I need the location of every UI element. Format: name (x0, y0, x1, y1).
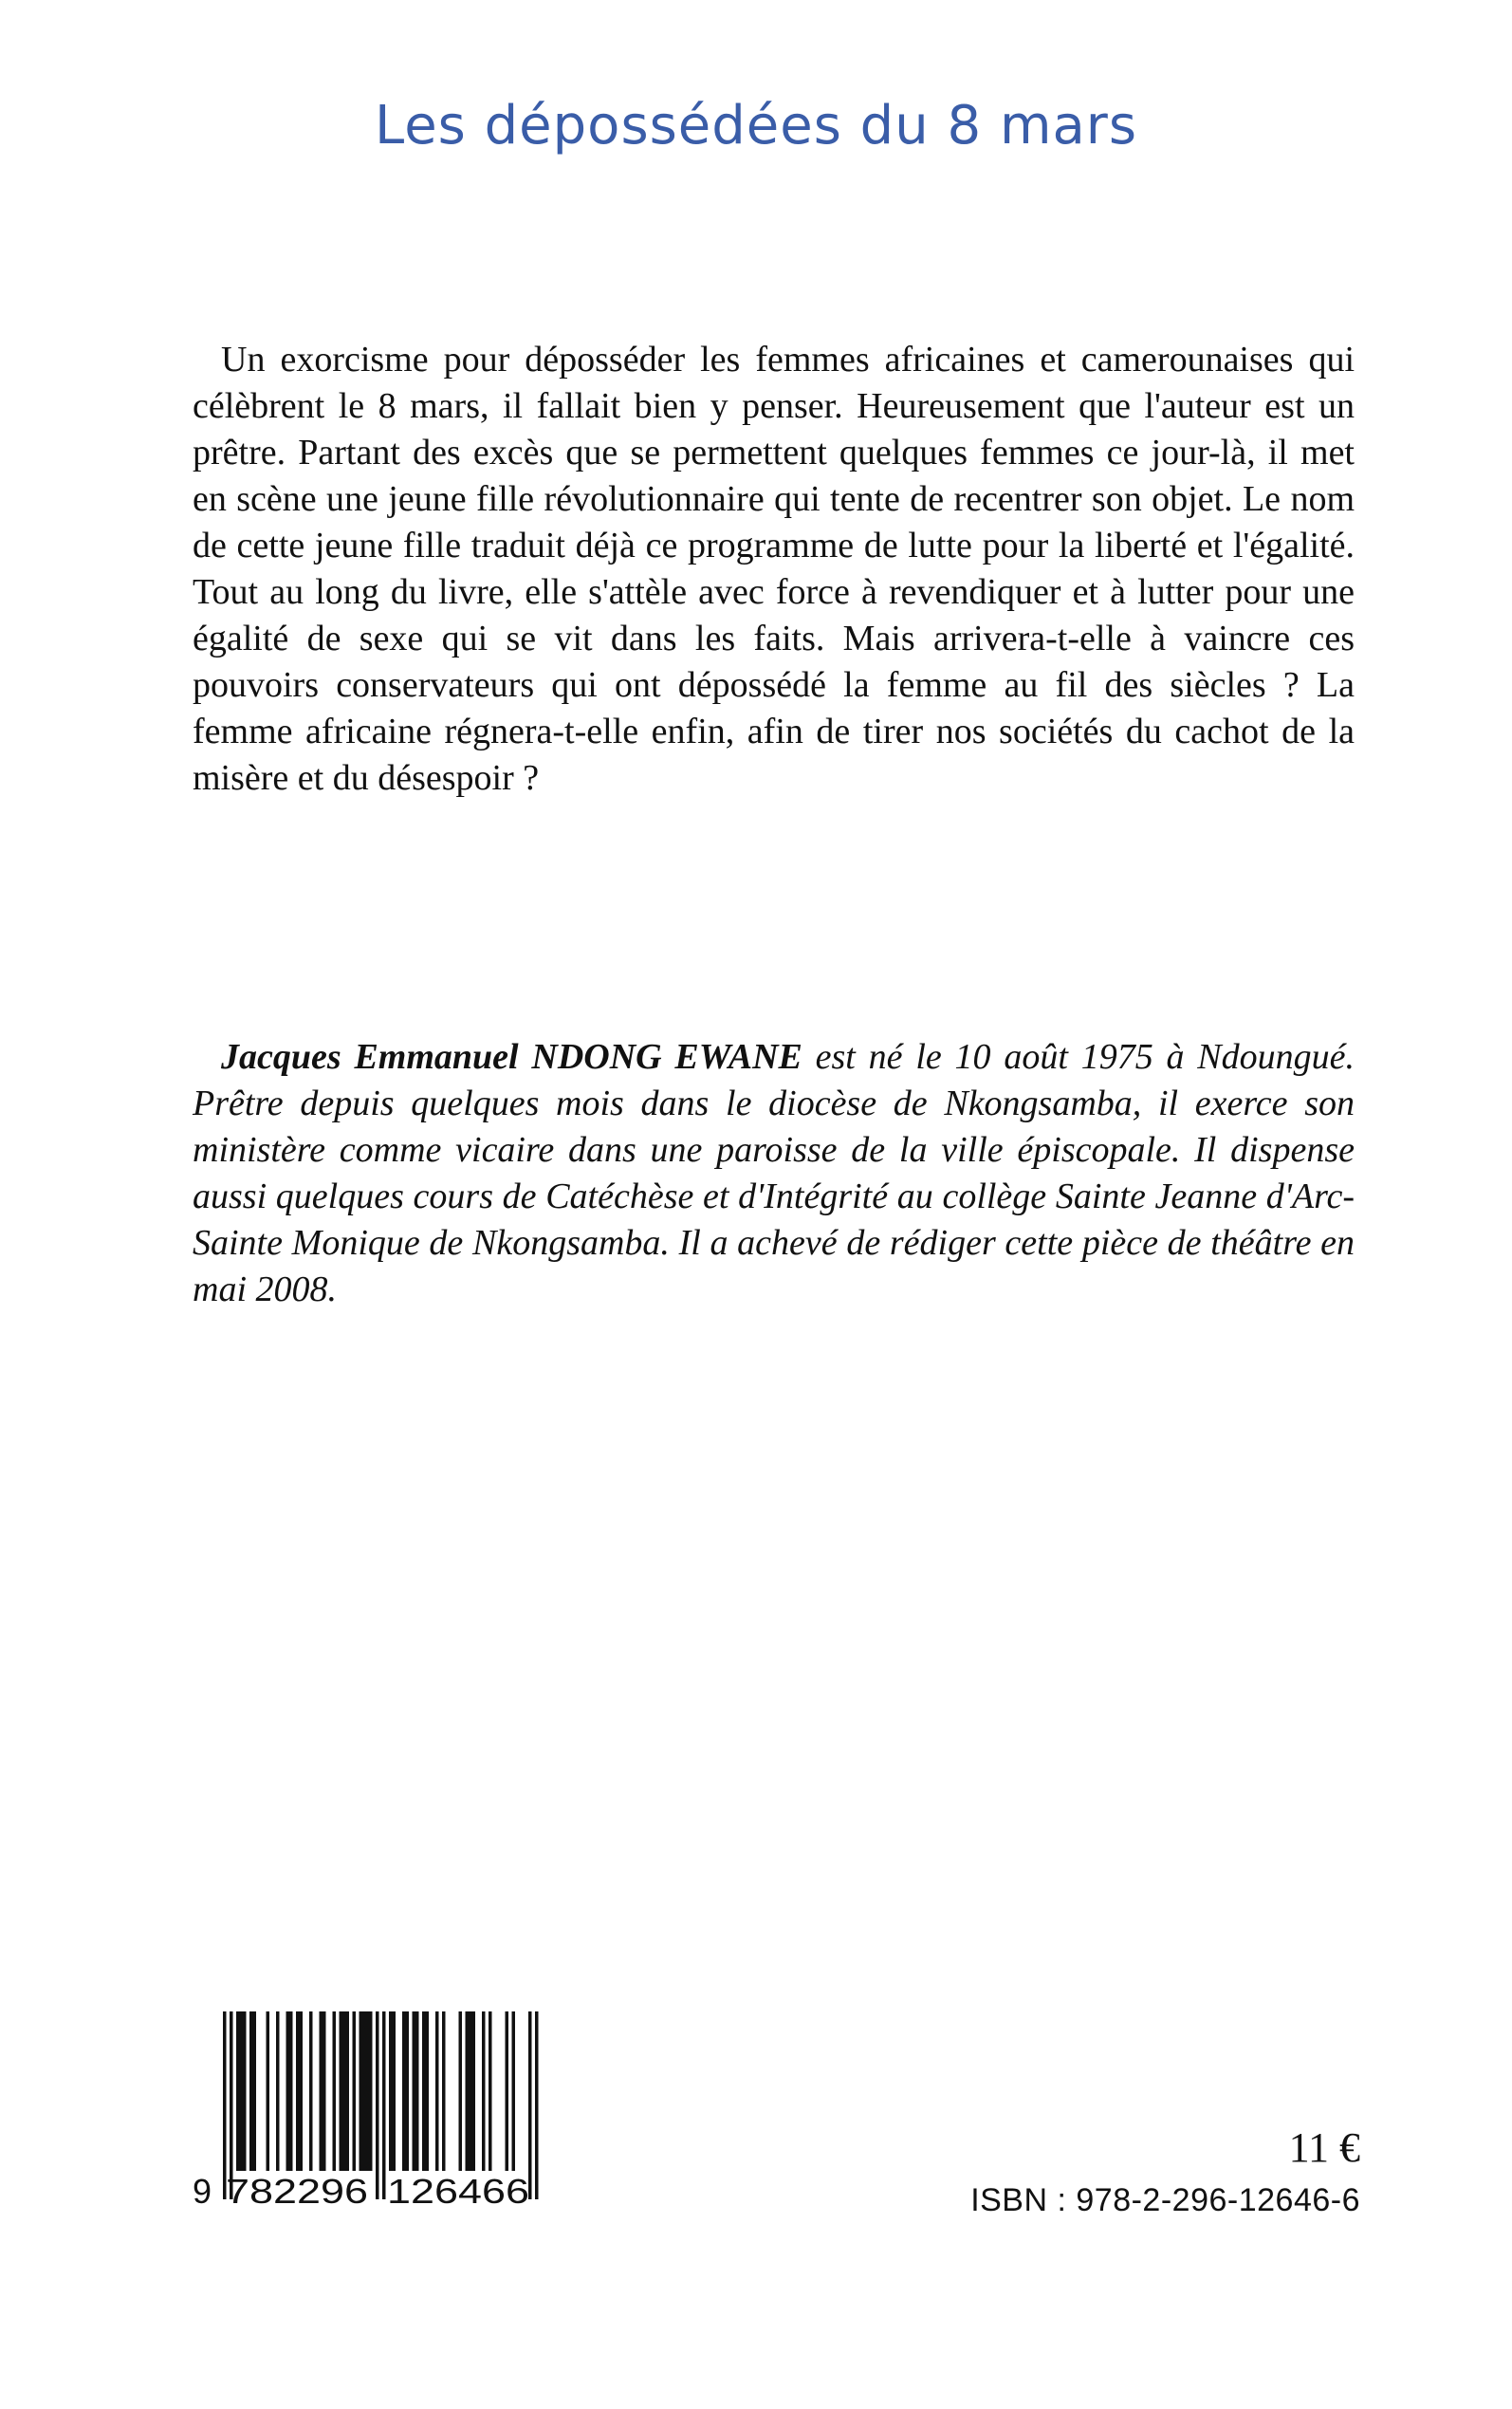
barcode-bar (466, 2011, 470, 2171)
barcode-bar (469, 2011, 472, 2171)
barcode-bar (435, 2011, 439, 2171)
barcode-bar (362, 2011, 366, 2171)
barcode-bar (300, 2011, 304, 2171)
barcode-bar (236, 2011, 240, 2171)
barcode-bar (333, 2011, 337, 2171)
barcode-bar (376, 2011, 379, 2199)
barcode-graphic (190, 2011, 545, 2206)
barcode-bar (506, 2011, 509, 2171)
barcode-bar (366, 2011, 370, 2171)
barcode-bar (512, 2011, 516, 2171)
barcode-bar (309, 2011, 313, 2171)
barcode-bar (382, 2011, 386, 2199)
barcode-first-digit: 9 (193, 2172, 212, 2206)
barcode-bar (267, 2011, 270, 2171)
barcode-bar (442, 2011, 446, 2171)
barcode-bar (422, 2011, 426, 2171)
barcode-bar (389, 2011, 393, 2171)
isbn-label: ISBN : 978-2-296-12646-6 (970, 2182, 1360, 2218)
barcode-bar (286, 2011, 290, 2171)
barcode-bar (323, 2011, 326, 2171)
barcode-bar (369, 2011, 373, 2171)
barcode-bar (289, 2011, 293, 2171)
barcode-bar (393, 2011, 396, 2171)
barcode-bar (402, 2011, 406, 2171)
book-title: Les dépossédées du 8 mars (374, 95, 1138, 157)
barcode-right-digits: 126466 (387, 2172, 529, 2206)
barcode-bar (413, 2011, 416, 2171)
author-bio-text: est né le 10 août 1975 à Ndoungué. Prêtre depuis quelques mois dans le diocèse de Nkongsamba, il exerce son ministère comme vicaire dans une paroisse de la ville épiscopale. Il dispense aussi quelques cours de Catéchèse et d'Intégrité au collège Sainte Jeanne d'Arc-Sainte Monique de Nkongsamba. Il a achevé de rédiger cette pièce de théâtre en mai 2008. (193, 1037, 1355, 1309)
barcode-bar (276, 2011, 280, 2171)
barcode-bar (459, 2011, 463, 2171)
book-summary: Un exorcisme pour déposséder les femmes africaines et camerounaises qui célèbrent le 8 mars, il fallait bien y penser. Heureusement que l'auteur est un prêtre. Partant des excès que se permettent quelques femmes ce jour-là, il met en scène une jeune fille révolutionnaire qui tente de recentrer son objet. Le nom de cette jeune fille traduit déjà ce programme de lutte pour la liberté et l'égalité. Tout au long du livre, elle s'attèle avec force à revendiquer et à lutter pour une égalité de sexe qui se vit dans les faits. Mais arrivera-t-elle à vaincre ces pouvoirs conservateurs qui ont dépossédé la femme au fil des siècles ? La femme africaine régnera-t-elle enfin, afin de tirer nos sociétés du cachot de la misère et du désespoir ? (193, 340, 1355, 798)
barcode-bar (340, 2011, 343, 2171)
barcode-bar (406, 2011, 410, 2171)
barcode-bar (320, 2011, 323, 2171)
barcode-bar (342, 2011, 346, 2171)
barcode-bar (472, 2011, 476, 2171)
barcode-bar (353, 2011, 357, 2171)
barcode-bar (346, 2011, 350, 2171)
barcode-bar (535, 2011, 539, 2199)
barcode-bar (249, 2011, 253, 2171)
barcode-bar (489, 2011, 492, 2171)
barcode-bar (415, 2011, 419, 2171)
barcode-bar (253, 2011, 257, 2171)
barcode-bar (360, 2011, 363, 2171)
price-label: 11 € (1288, 2124, 1360, 2171)
author-biography (193, 1034, 1355, 1313)
barcode-bar (243, 2011, 247, 2171)
isbn-barcode (190, 2011, 545, 2206)
barcode-bar (482, 2011, 486, 2171)
author-name: Jacques Emmanuel NDONG EWANE (221, 1037, 802, 1077)
barcode-bar (296, 2011, 300, 2171)
barcode-left-digits: 782296 (226, 2172, 368, 2206)
barcode-bar (240, 2011, 244, 2171)
barcode-bar (426, 2011, 430, 2171)
